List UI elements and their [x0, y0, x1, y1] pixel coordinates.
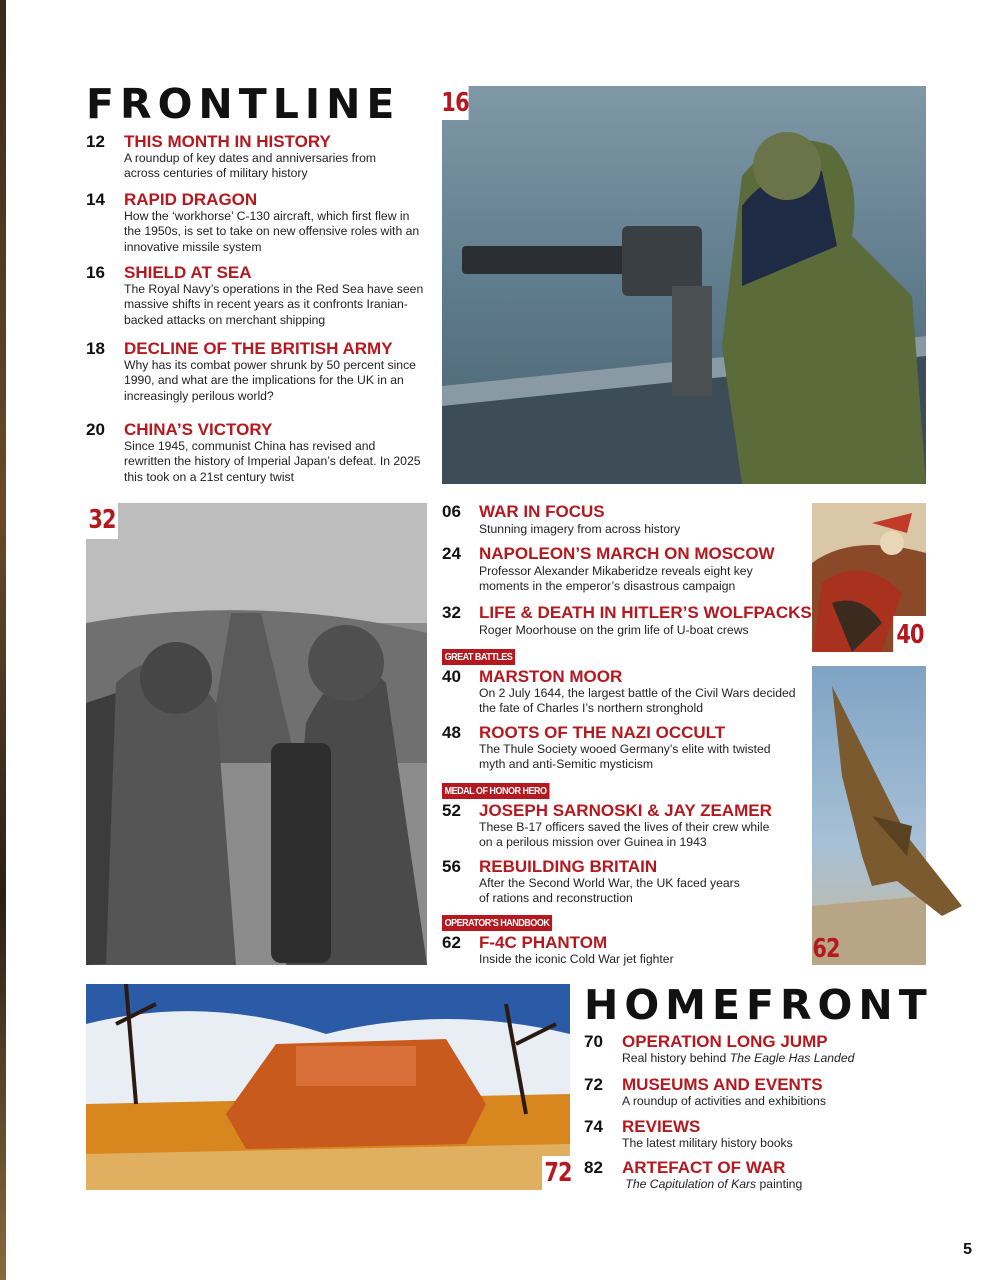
- entry-title[interactable]: OPERATION LONG JUMP: [622, 1032, 828, 1051]
- entry-title[interactable]: DECLINE OF THE BRITISH ARMY: [124, 339, 393, 358]
- entry-title[interactable]: SHIELD AT SEA: [124, 263, 252, 282]
- entry-page-number: 52: [442, 801, 461, 820]
- entry-description: The Capitulation of Kars painting: [625, 1177, 803, 1191]
- page-tag-40: 40: [893, 616, 927, 654]
- entry-page-number: 12: [86, 132, 105, 151]
- entry-title[interactable]: NAPOLEON’S MARCH ON MOSCOW: [479, 544, 775, 563]
- entry-description: Inside the iconic Cold War jet fighter: [479, 952, 674, 966]
- entry-title[interactable]: REBUILDING BRITAIN: [479, 857, 658, 876]
- entry-page-number: 24: [442, 544, 461, 563]
- entry-page-number: 62: [442, 933, 461, 952]
- entry-title[interactable]: MARSTON MOOR: [479, 667, 623, 686]
- entry-page-number: 20: [86, 420, 105, 439]
- entry-description: A roundup of activities and exhibitions: [622, 1094, 826, 1108]
- entry-description: How the ‘workhorse’ C-130 aircraft, which first flew in the 1950s, is set to take on new offensive roles with an innovative missile system: [124, 209, 420, 254]
- entry-page-number: 72: [584, 1075, 603, 1094]
- entry-page-number: 40: [442, 667, 461, 686]
- entry-title[interactable]: LIFE & DEATH IN HITLER’S WOLFPACKS: [479, 603, 812, 622]
- section-label-medal-of-honor: MEDAL OF HONOR HERO: [442, 783, 549, 799]
- entry-title[interactable]: THIS MONTH IN HISTORY: [124, 132, 331, 151]
- entry-description: Since 1945, communist China has revised and rewritten the history of Imperial Japan’s defeat. In 2025 this took on a 21st century twist: [124, 439, 421, 484]
- entry-description: Real history behind The Eagle Has Landed: [622, 1051, 855, 1065]
- gunner-image: [442, 86, 926, 484]
- entry-page-number: 16: [86, 263, 105, 282]
- fortress-painting-photo[interactable]: [86, 984, 570, 1190]
- entry-description: After the Second World War, the UK faced years of rations and reconstruction: [479, 876, 740, 906]
- entry-title[interactable]: RAPID DRAGON: [124, 190, 258, 209]
- phantom-image: [812, 666, 962, 965]
- entry-title[interactable]: WAR IN FOCUS: [479, 502, 605, 521]
- entry-description: Professor Alexander Mikaberidze reveals eight key moments in the emperor’s disastrous campaign: [479, 564, 753, 594]
- page-tag-16: 16: [441, 88, 469, 118]
- entry-title[interactable]: ARTEFACT OF WAR: [622, 1158, 786, 1177]
- uboat-photo[interactable]: [86, 503, 427, 965]
- entry-page-number: 32: [442, 603, 461, 622]
- entry-title[interactable]: MUSEUMS AND EVENTS: [622, 1075, 823, 1094]
- page-number: 5: [963, 1241, 972, 1258]
- entry-title[interactable]: REVIEWS: [622, 1117, 701, 1136]
- section-label-operators-handbook: OPERATOR’S HANDBOOK: [442, 915, 552, 931]
- entry-description: The latest military history books: [622, 1136, 793, 1150]
- entry-page-number: 82: [584, 1158, 603, 1177]
- entry-description: The Royal Navy’s operations in the Red Sea have seen massive shifts in recent years as it confronts Iranian-backed attacks on merchant shipping: [124, 282, 424, 327]
- entry-description: These B-17 officers saved the lives of their crew while on a perilous mission over Guinea in 1943: [479, 820, 770, 850]
- entry-description: Roger Moorhouse on the grim life of U-boat crews: [479, 623, 749, 637]
- page-tag-32: 32: [86, 503, 118, 539]
- entry-description: The Thule Society wooed Germany’s elite with twisted myth and anti-Semitic mysticism: [479, 742, 771, 772]
- homefront-heading: HOMEFRONT: [584, 981, 933, 1029]
- entry-page-number: 56: [442, 857, 461, 876]
- entry-page-number: 18: [86, 339, 105, 358]
- entry-description: Stunning imagery from across history: [479, 522, 681, 536]
- page-edge: [0, 0, 6, 1280]
- entry-page-number: 74: [584, 1117, 603, 1136]
- uboat-image: [86, 503, 427, 965]
- entry-page-number: 06: [442, 502, 461, 521]
- frontline-heading: FRONTLINE: [86, 80, 401, 128]
- entry-description: A roundup of key dates and anniversaries from across centuries of military history: [124, 151, 377, 181]
- entry-title[interactable]: CHINA’S VICTORY: [124, 420, 273, 439]
- fortress-painting-image: [86, 984, 570, 1190]
- page-tag-62: 62: [812, 934, 840, 964]
- entry-description: Why has its combat power shrunk by 50 percent since 1990, and what are the implications for the UK in an increasingly perilous world?: [124, 358, 416, 403]
- entry-title[interactable]: F-4C PHANTOM: [479, 933, 608, 952]
- entry-title[interactable]: JOSEPH SARNOSKI & JAY ZEAMER: [479, 801, 772, 820]
- phantom-photo[interactable]: [812, 666, 926, 965]
- entry-page-number: 48: [442, 723, 461, 742]
- page-tag-72: 72: [542, 1156, 574, 1192]
- entry-page-number: 70: [584, 1032, 603, 1051]
- gunner-photo[interactable]: [442, 86, 926, 484]
- entry-description: On 2 July 1644, the largest battle of the Civil Wars decided the fate of Charles I’s northern stronghold: [479, 686, 796, 716]
- entry-title[interactable]: ROOTS OF THE NAZI OCCULT: [479, 723, 726, 742]
- section-label-great-battles: GREAT BATTLES: [442, 649, 515, 665]
- entry-page-number: 14: [86, 190, 105, 209]
